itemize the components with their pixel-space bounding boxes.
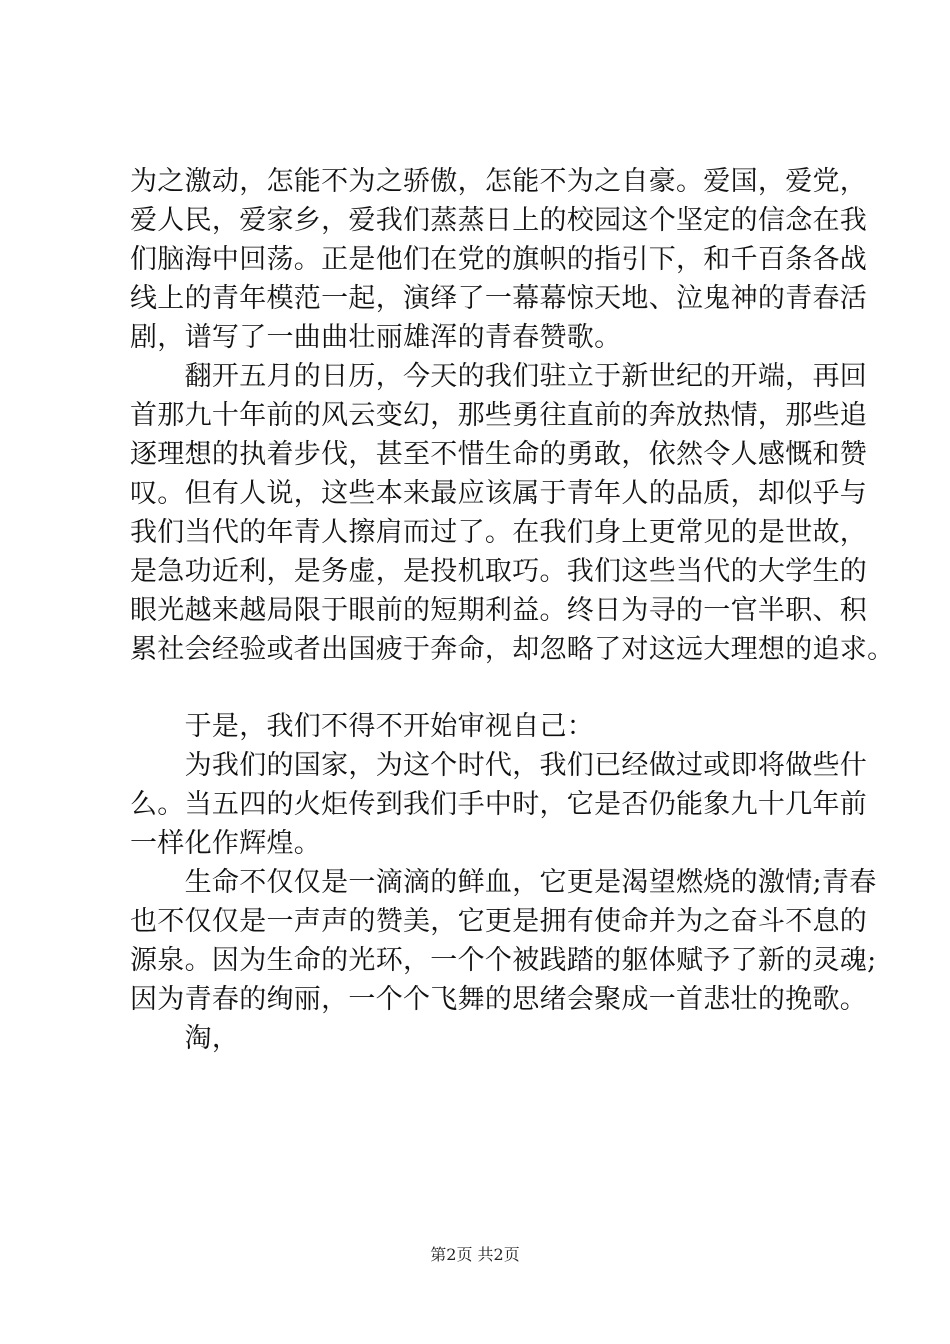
text-line: 首那九十年前的风云变幻，那些勇往直前的奔放热情，那些追	[130, 400, 868, 431]
text-line: 也不仅仅是一声声的赞美，它更是拥有使命并为之奋斗不息的	[130, 906, 868, 937]
text-line: 剧，谱写了一曲曲壮丽雄浑的青春赞歌。	[130, 322, 622, 353]
text-line: 眼光越来越局限于眼前的短期利益。终日为寻的一官半职、积	[130, 595, 868, 626]
text-line: 源泉。因为生命的光环，一个个被践踏的躯体赋予了新的灵魂;	[130, 945, 877, 976]
text-line: 淘，	[130, 1023, 240, 1054]
text-line: 为之激动，怎能不为之骄傲，怎能不为之自豪。爱国，爱党，	[130, 166, 868, 197]
text-line: 是急功近利，是务虚，是投机取巧。我们这些当代的大学生的	[130, 556, 868, 587]
paragraph-gap	[130, 669, 850, 707]
text-line: 么。当五四的火炬传到我们手中时，它是否仍能象九十几年前	[130, 789, 868, 820]
text-line: 生命不仅仅是一滴滴的鲜血，它更是渴望燃烧的激情;青春	[130, 867, 877, 898]
text-line: 逐理想的执着步伐，甚至不惜生命的勇敢，依然令人感慨和赞	[130, 439, 868, 470]
text-line: 叹。但有人说，这些本来最应该属于青年人的品质，却似乎与	[130, 478, 868, 509]
text-line: 于是，我们不得不开始审视自己：	[130, 711, 595, 742]
text-line: 爱人民，爱家乡，爱我们蒸蒸日上的校园这个坚定的信念在我	[130, 205, 868, 236]
text-line: 们脑海中回荡。正是他们在党的旗帜的指引下，和千百条各战	[130, 244, 868, 275]
text-line: 我们当代的年青人擦肩而过了。在我们身上更常见的是世故，	[130, 517, 868, 548]
text-line: 一样化作辉煌。	[130, 828, 322, 859]
text-line: 翻开五月的日历，今天的我们驻立于新世纪的开端，再回	[130, 361, 868, 392]
text-line: 因为青春的绚丽，一个个飞舞的思绪会聚成一首悲壮的挽歌。	[130, 984, 868, 1015]
document-body	[130, 162, 895, 1058]
page-footer: 第2页 共2页	[430, 1245, 520, 1264]
text-line: 累社会经验或者出国疲于奔命，却忽略了对这远大理想的追求。	[130, 634, 895, 665]
text-line: 线上的青年模范一起，演绎了一幕幕惊天地、泣鬼神的青春活	[130, 283, 868, 314]
text-line: 为我们的国家，为这个时代，我们已经做过或即将做些什	[130, 750, 868, 781]
